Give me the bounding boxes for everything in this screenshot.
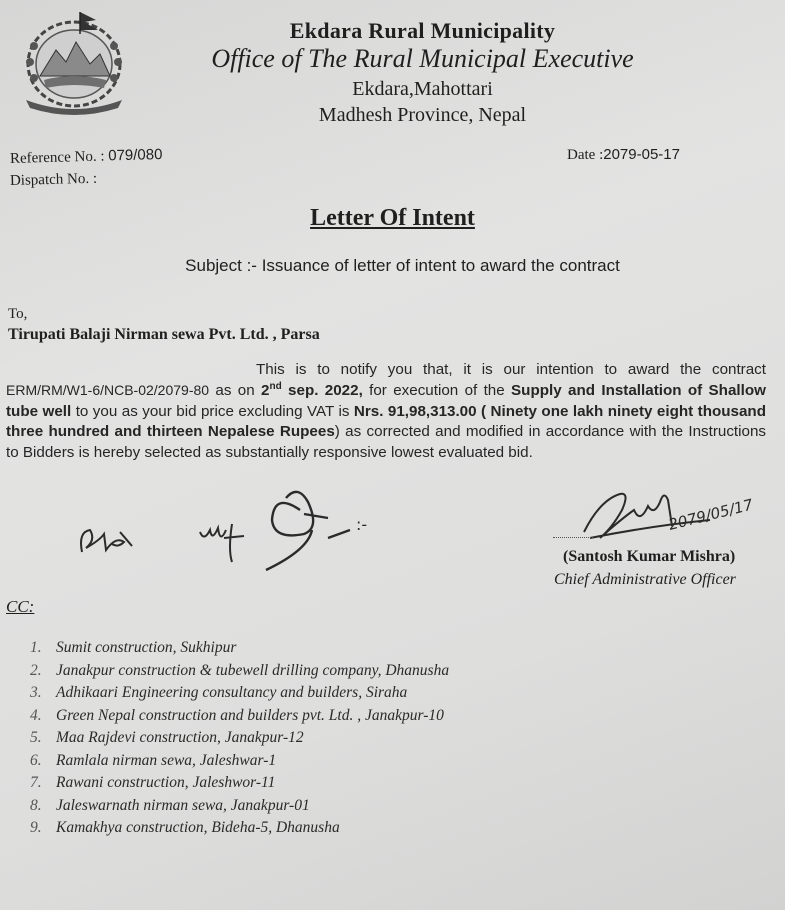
reference-line (10, 146, 163, 168)
cc-item-number: 8. (30, 796, 42, 814)
cc-item-text: Jaleswarnath nirman sewa, Janakpur-01 (56, 796, 310, 814)
cc-item-text: Sumit construction, Sukhipur (56, 639, 237, 656)
handwritten-date: 2079/05/17 (666, 495, 755, 534)
witness-marks: :- (356, 515, 368, 534)
for-execution-text: for execution of the (369, 382, 505, 400)
officer-signature (560, 480, 780, 550)
officer-name: (Santosh Kumar Mishra) (563, 548, 736, 565)
cc-item-text: Kamakhya construction, Bideha-5, Dhanusha (56, 819, 340, 836)
recipient-name: Tirupati Balaji Nirman sewa Pvt. Ltd. , Parsa (8, 326, 320, 343)
cc-item-text: Rawani construction, Jaleshwor-11 (56, 774, 276, 791)
date-line (567, 146, 680, 164)
cc-item-number: 2. (30, 661, 42, 679)
cc-item-text: Ramlala nirman sewa, Jaleshwar-1 (56, 751, 277, 769)
cc-item (30, 750, 449, 773)
letter-subject: Subject :- Issuance of letter of intent to award the contract (185, 256, 620, 275)
reference-label: Reference No. : (9, 148, 105, 167)
date-value: 2079-05-17 (603, 146, 680, 163)
letter-body (6, 360, 766, 463)
cc-item-text: Adhikaari Engineering consultancy and builders, Siraha (56, 684, 408, 701)
cc-item (30, 637, 449, 660)
cc-item (30, 727, 449, 750)
witness-signature-1 (81, 530, 132, 552)
cc-item-text: Green Nepal construction and builders pvt. Ltd. , Janakpur-10 (56, 706, 444, 724)
bid-text: to you as your bid price excluding VAT is (75, 402, 350, 420)
org-name: Ekdara Rural Municipality (289, 18, 556, 43)
office-name: Office of The Rural Municipal Executive (211, 44, 634, 73)
to-label: To, (8, 306, 28, 322)
award-day: 2 (261, 382, 270, 400)
body-intro: This is to notify you that, it is our intention to award the contract (256, 361, 766, 378)
date-label: Date : (567, 147, 604, 163)
cc-item-text: Janakpur construction & tubewell drilling company, Dhanusha (56, 661, 450, 679)
cc-item (30, 817, 449, 840)
as-on-text: as on (215, 382, 255, 400)
award-date-rest: sep. 2022, (288, 382, 363, 400)
office-address: Ekdara,Mahottari (352, 78, 493, 100)
signature-dots (553, 537, 593, 538)
cc-item-number: 9. (30, 819, 42, 836)
dispatch-line (10, 171, 97, 190)
cc-item-number: 4. (30, 706, 42, 724)
cc-list (30, 637, 449, 840)
cc-item-text: Maa Rajdevi construction, Janakpur-12 (56, 729, 304, 746)
reference-value: 079/080 (108, 146, 163, 165)
bid-amount: Nrs. 91,98,313.00 ( Ninety one lakh ninety eight thousand three hundred and thirteen Nepalese Rupees (6, 402, 766, 441)
dispatch-label: Dispatch No. : (9, 170, 98, 189)
cc-item (30, 660, 449, 683)
letter-title: Letter Of Intent (310, 205, 475, 231)
witness-signature-2 (200, 524, 244, 562)
cc-item (30, 682, 449, 705)
cc-item (30, 795, 449, 818)
witness-signature-3 (266, 492, 350, 570)
cc-label: CC: (6, 597, 35, 616)
cc-item-number: 7. (30, 774, 42, 791)
award-date (261, 382, 363, 399)
witness-signatures (60, 470, 400, 580)
cc-item (30, 705, 449, 728)
cc-item-number: 5. (30, 729, 42, 746)
cc-item-number: 1. (30, 639, 42, 656)
cc-item-number: 6. (30, 751, 42, 769)
contract-number: ERM/RM/W1-6/NCB-02/2079-80 (6, 382, 210, 399)
cc-item-number: 3. (30, 684, 42, 701)
officer-title: Chief Administrative Officer (554, 571, 736, 588)
work-name: Supply and Installation of Shallow tube well (6, 382, 766, 420)
body-closing: ) as corrected and modified in accordance with the Instructions to Bidders is hereby selected as substantially responsive lowest evaluated bid. (6, 423, 767, 461)
office-province: Madhesh Province, Nepal (318, 104, 527, 126)
cc-item (30, 772, 449, 795)
award-day-suffix: nd (269, 381, 282, 393)
